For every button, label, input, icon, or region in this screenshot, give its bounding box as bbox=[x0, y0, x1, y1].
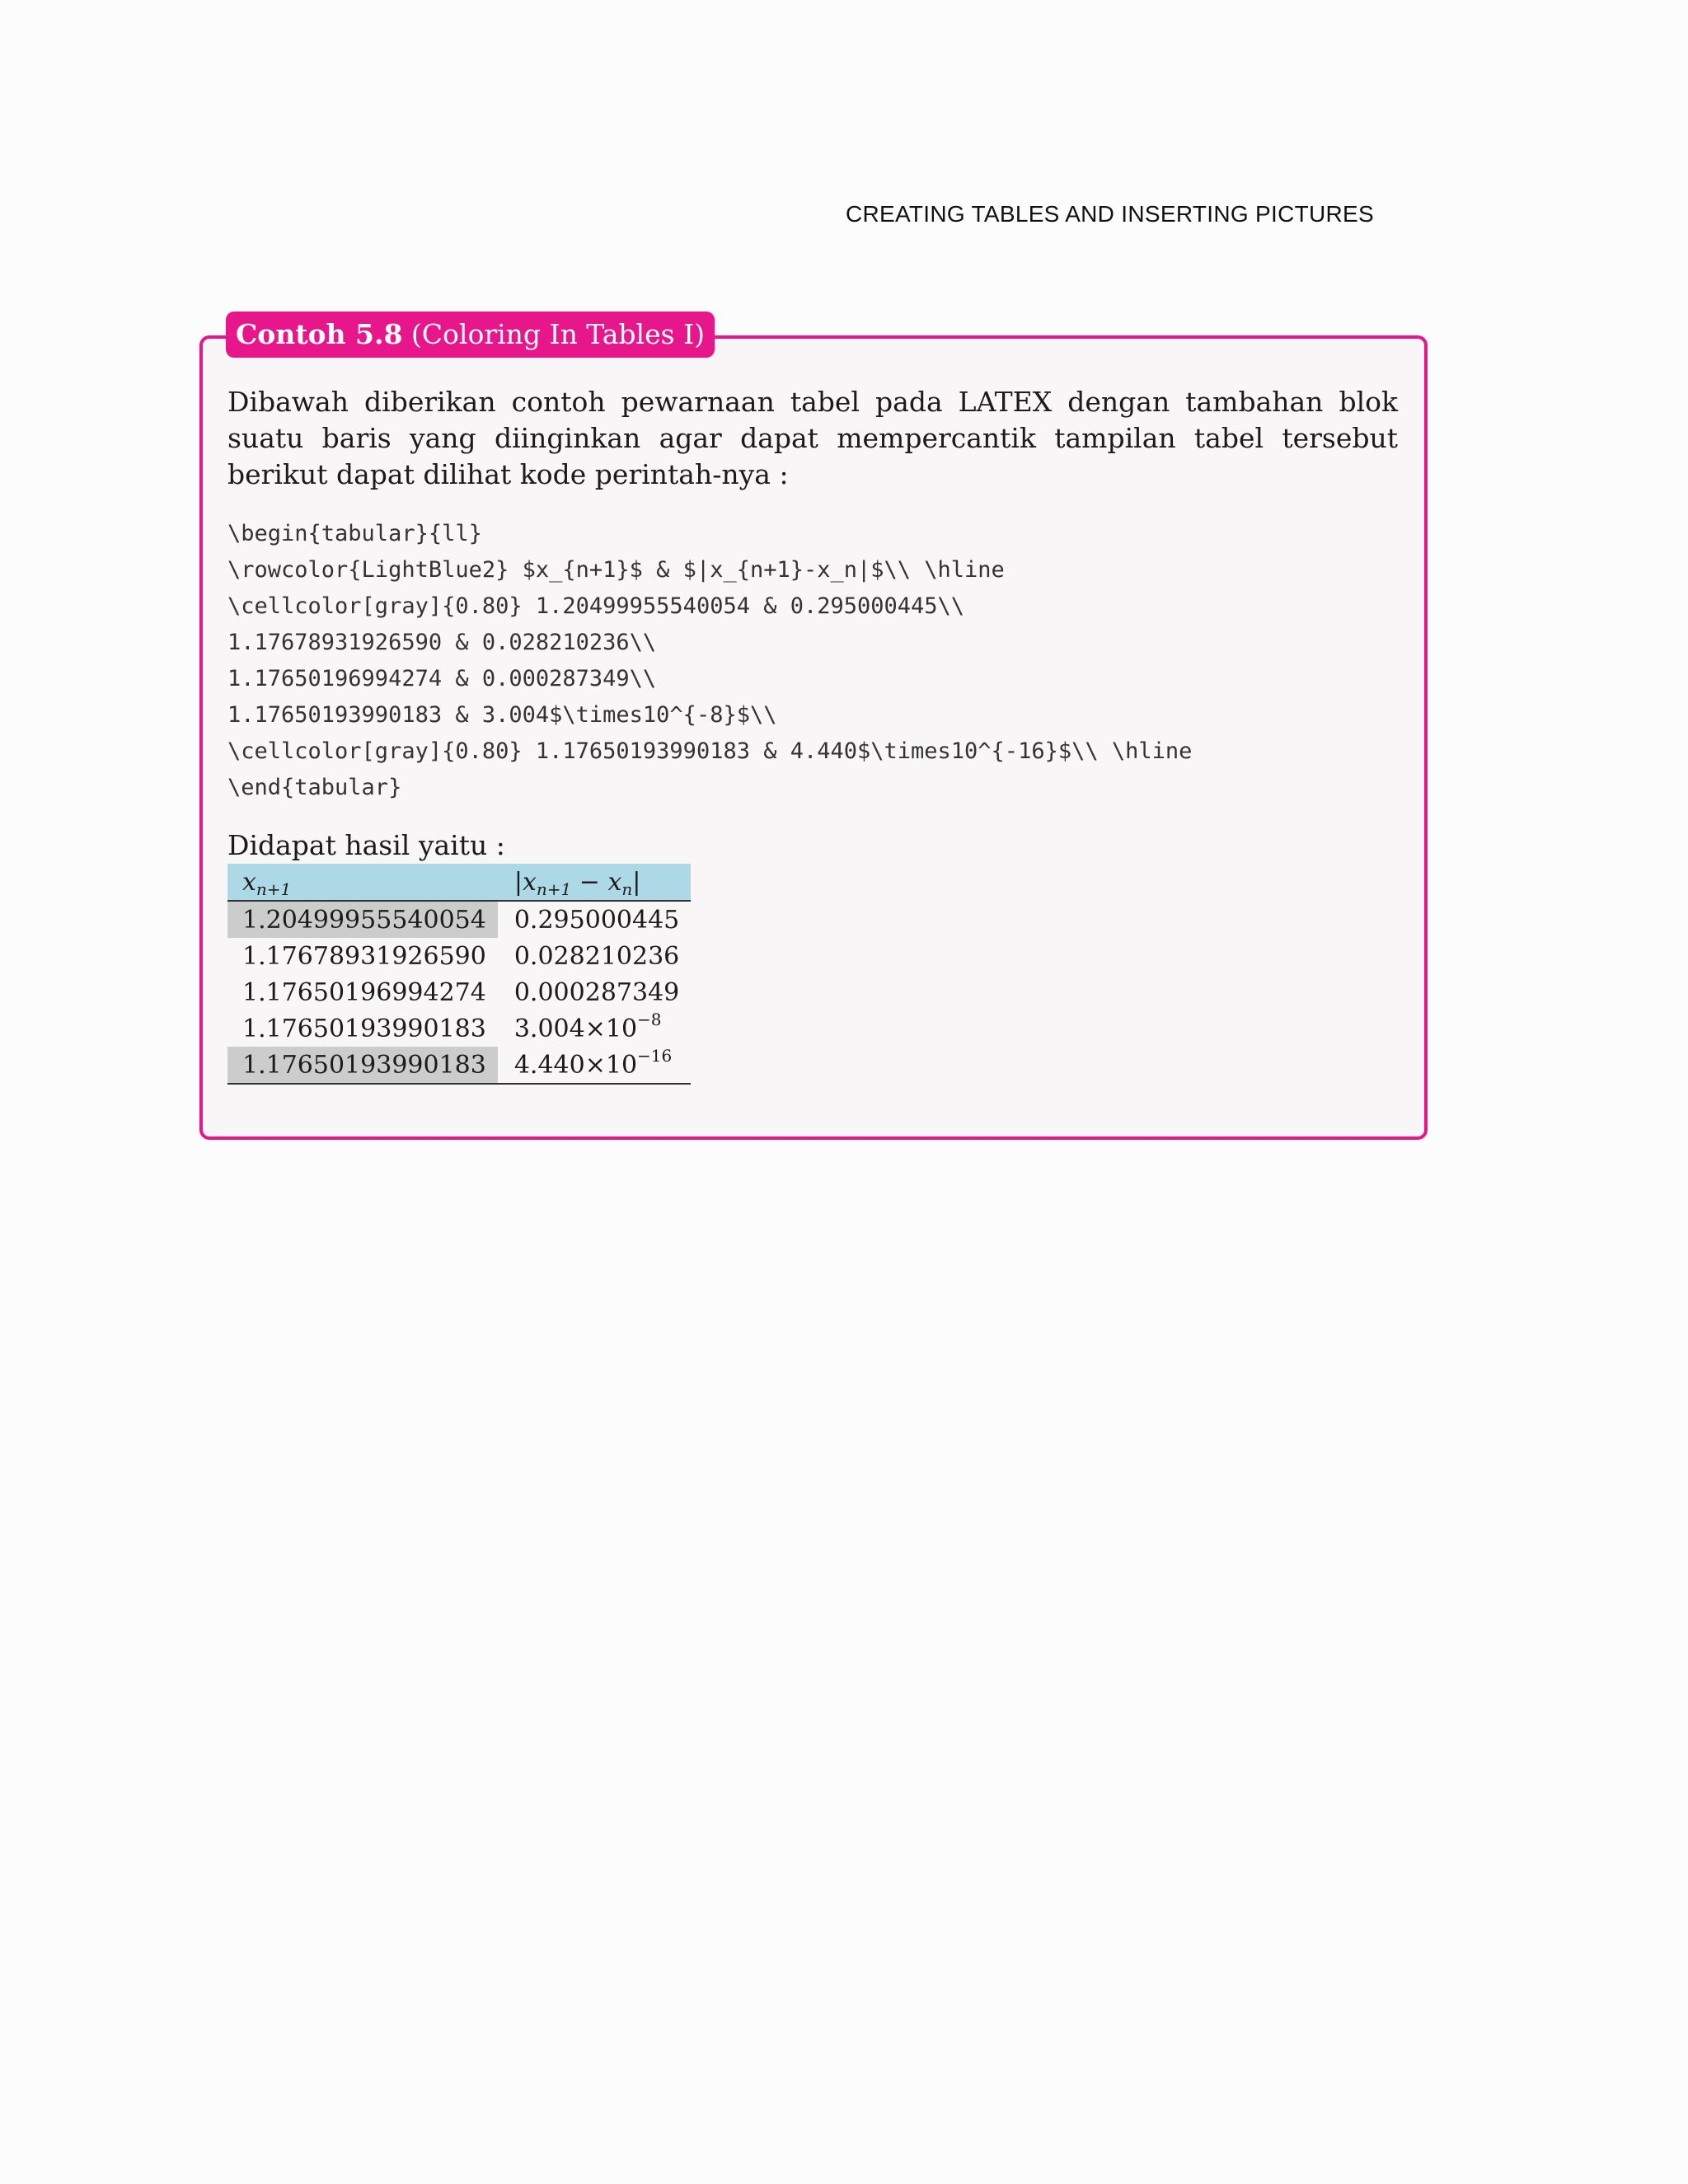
cell-diff: $3.004\times 10^{-8}$ bbox=[513, 1009, 662, 1043]
table-row bbox=[227, 938, 691, 974]
header-cell-diff: $|x_{n+1} - x_n|$ bbox=[498, 864, 691, 901]
cell-diff: 0.028210236 bbox=[513, 941, 680, 971]
code-line: 1.17650193990183 & 3.004$\times10^{-8}$\\ bbox=[227, 702, 777, 728]
result-table bbox=[227, 864, 691, 1085]
code-line: 1.17650196994274 & 0.000287349\\ bbox=[227, 666, 657, 691]
table-row bbox=[227, 901, 691, 938]
code-line: \cellcolor[gray]{0.80} 1.17650193990183 & 4.440$\times10^{-16}$\\ \hline bbox=[227, 738, 1193, 764]
table-row bbox=[227, 974, 691, 1010]
code-line: 1.17678931926590 & 0.028210236\\ bbox=[227, 630, 657, 655]
cell-x: 1.17650196994274 bbox=[242, 977, 486, 1007]
result-label: Didapat hasil yaitu : bbox=[227, 829, 505, 861]
code-line: \end{tabular} bbox=[227, 775, 402, 800]
header-cell-x: $x_{n+1}$ bbox=[227, 864, 498, 901]
cell-diff: 0.295000445 bbox=[513, 905, 680, 935]
cell-x: 1.17650193990183 bbox=[227, 1047, 498, 1084]
code-line: \begin{tabular}{ll} bbox=[227, 521, 482, 546]
table-header-row bbox=[227, 864, 691, 901]
latex-code-block bbox=[227, 516, 1192, 806]
example-number: Contoh 5.8 bbox=[236, 318, 403, 350]
cell-x: 1.17650193990183 bbox=[242, 1014, 486, 1043]
example-title-tab bbox=[226, 312, 715, 358]
example-subtitle: (Coloring In Tables I) bbox=[410, 318, 705, 350]
running-header: CREATING TABLES AND INSERTING PICTURES bbox=[845, 201, 1374, 227]
cell-x: 1.17678931926590 bbox=[242, 941, 486, 971]
example-intro-paragraph: Dibawah diberikan contoh pewarnaan tabel pada LATEX dengan tambahan blok suatu baris yang diinginkan agar dapat mempercantik tampilan tabel tersebut berikut dapat dilihat kode perintah-nya : bbox=[227, 386, 1398, 490]
code-line: \cellcolor[gray]{0.80} 1.20499955540054 & 0.295000445\\ bbox=[227, 593, 965, 619]
cell-x: 1.20499955540054 bbox=[227, 901, 498, 938]
code-line: \rowcolor{LightBlue2} $x_{n+1}$ & $|x_{n+1}-x_n|$\\ \hline bbox=[227, 557, 1005, 583]
table-row bbox=[227, 1010, 691, 1047]
cell-diff: 0.000287349 bbox=[513, 977, 680, 1007]
cell-diff: $4.440\times 10^{-16}$ bbox=[498, 1047, 691, 1084]
table-row bbox=[227, 1047, 691, 1084]
